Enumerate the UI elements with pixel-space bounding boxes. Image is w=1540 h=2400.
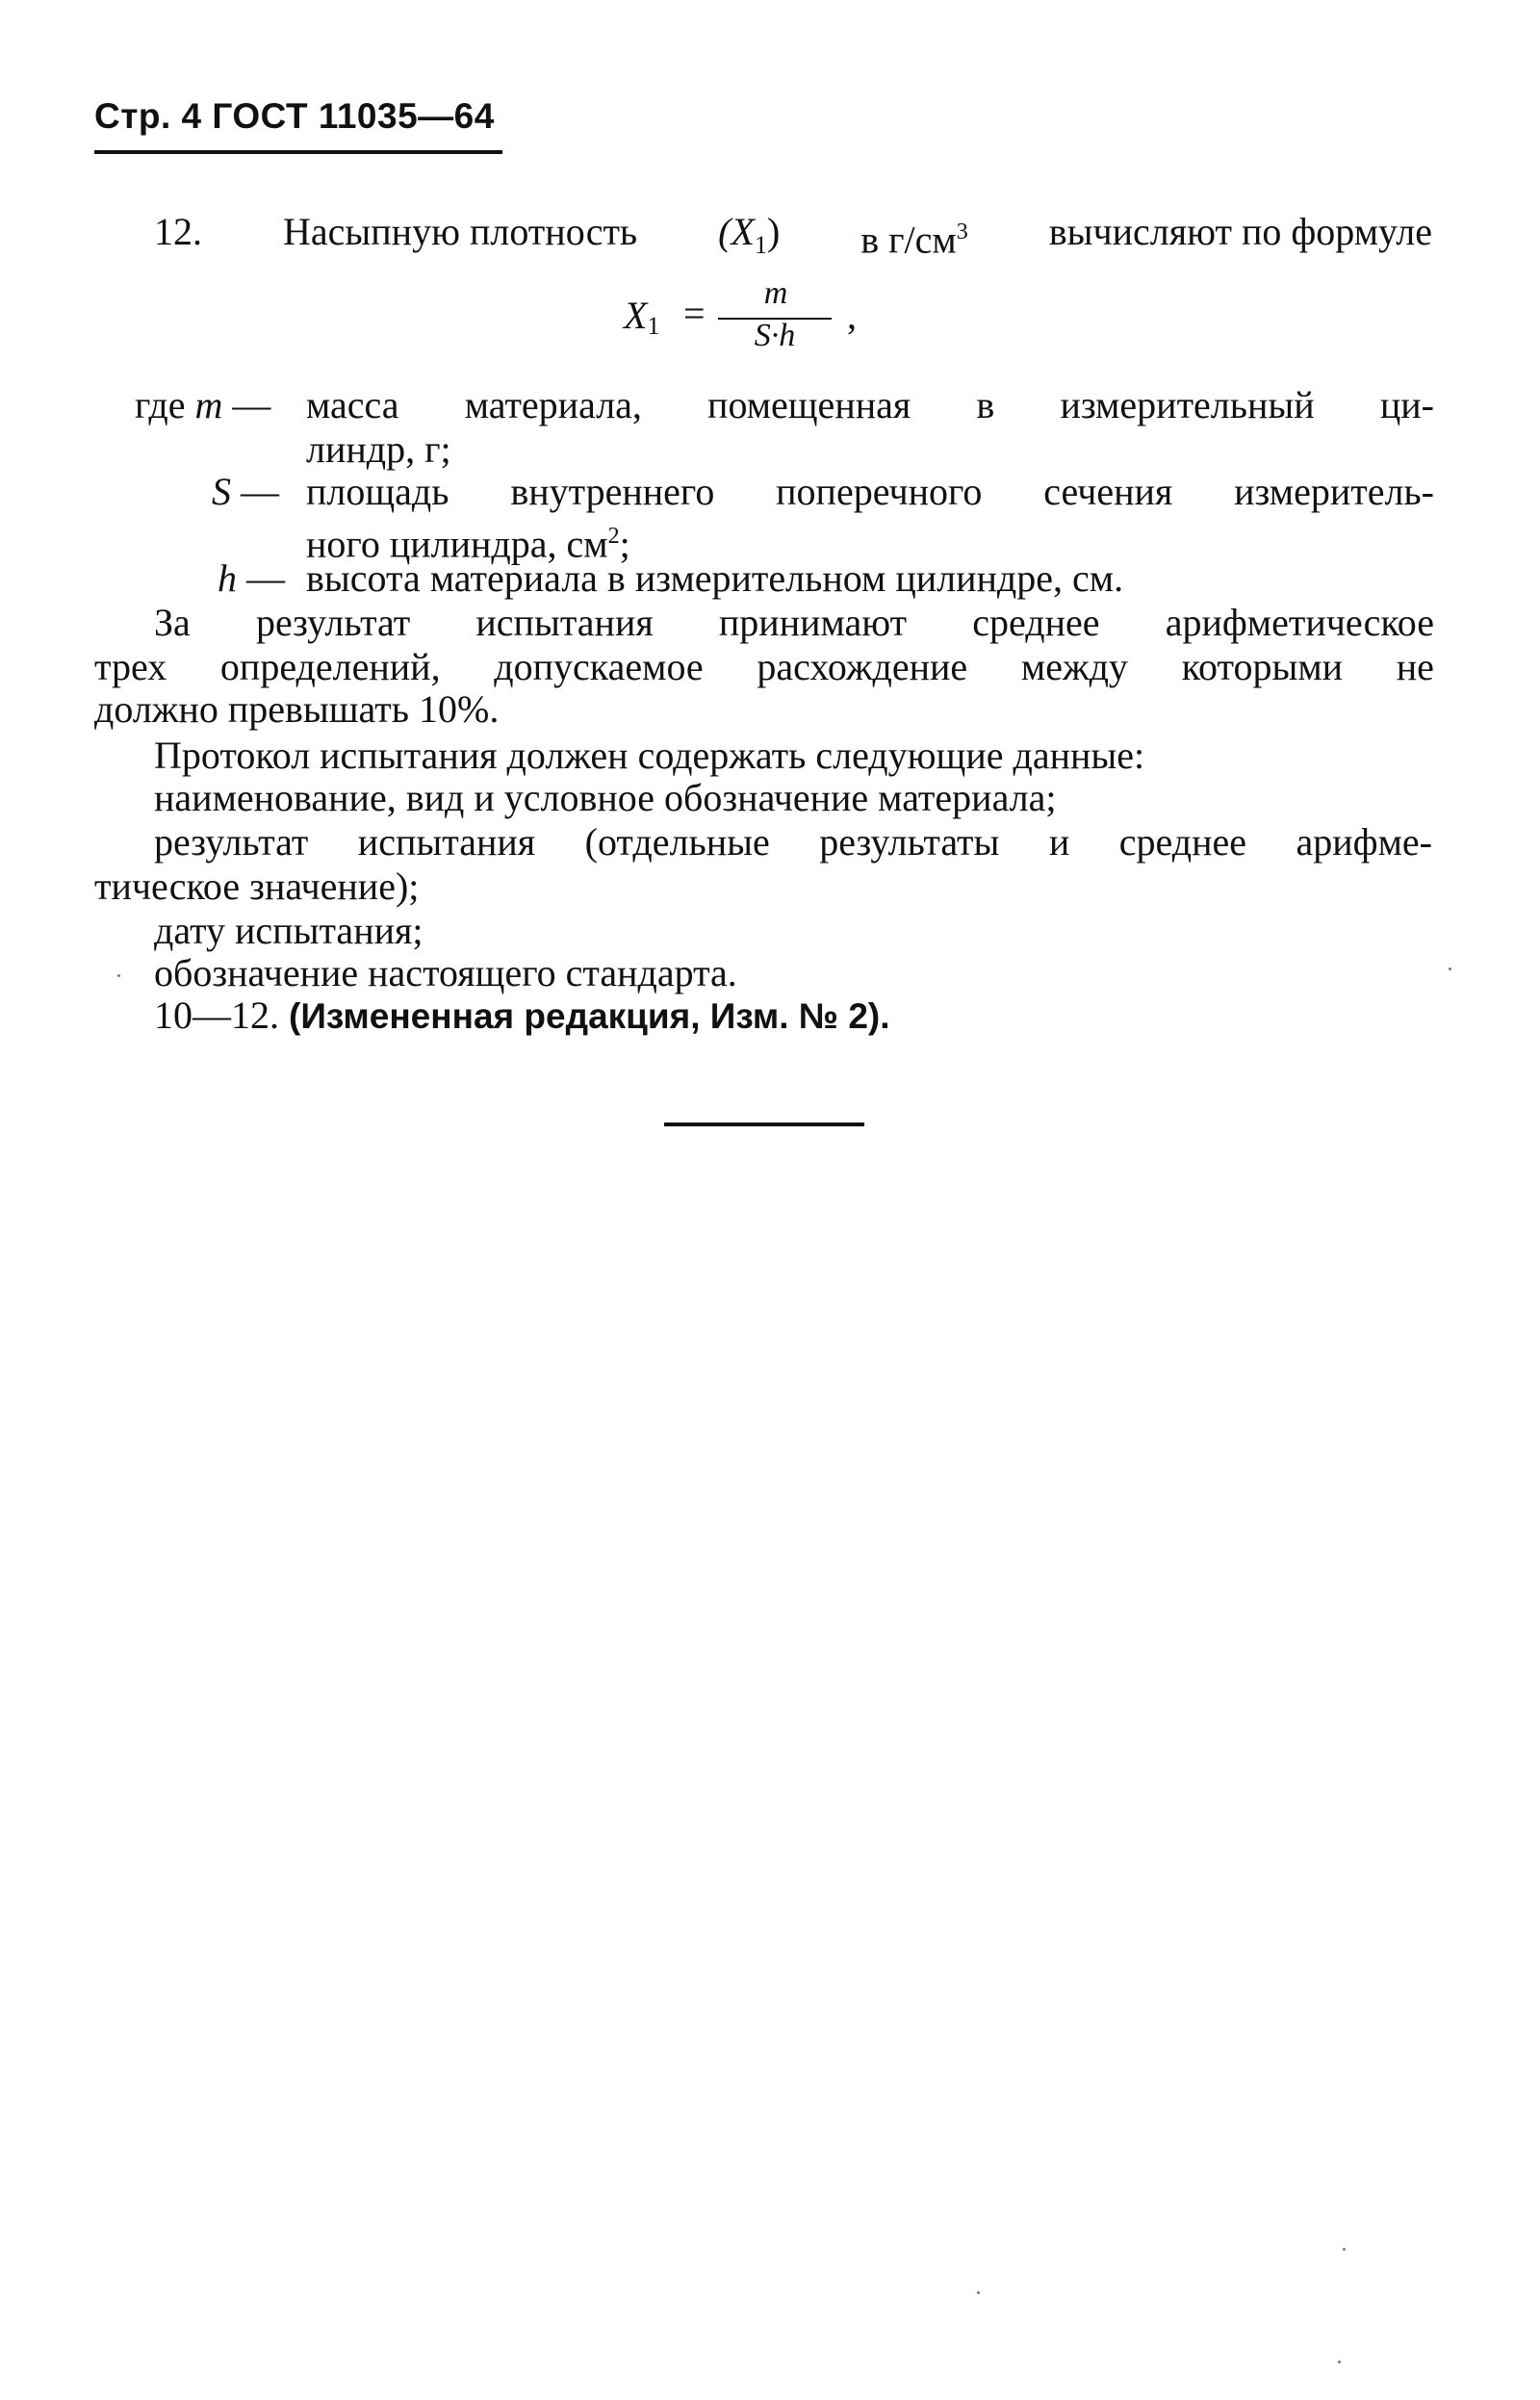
result-line1: За результат испытания принимают среднее арифметическое: [154, 601, 1434, 644]
formula-equals: =: [683, 292, 706, 335]
para-text-after: вычисляют по формуле: [1048, 210, 1432, 253]
where-h-line: высота материала в измерительном цилиндре, см.: [306, 556, 1124, 600]
header-rule: [94, 150, 502, 154]
standard-number: ГОСТ 11035—64: [212, 96, 495, 136]
where-m-label: где m —: [135, 383, 271, 426]
where-s-line2: ного цилиндра, $см^2$;: [306, 522, 630, 566]
protocol-line4: тическое значение);: [94, 865, 420, 908]
result-line3: должно превышать 10%.: [94, 687, 500, 731]
protocol-line1: Протокол испытания должен содержать следующие данные:: [154, 734, 1145, 777]
page-header: [94, 96, 495, 137]
para-number: 12.: [154, 210, 202, 253]
formula-numerator: m: [763, 275, 788, 311]
amendment-note: [154, 994, 890, 1039]
para-variable: $(X_1)$: [718, 210, 781, 259]
protocol-line5: дату испытания;: [154, 909, 424, 952]
result-line2: трех определений, допускаемое расхождение между которыми не: [94, 645, 1434, 688]
para-units: в $г/см^3$: [860, 218, 968, 262]
scan-speck: [117, 974, 120, 977]
page-label: Стр. 4: [94, 96, 202, 136]
density-formula: [624, 275, 874, 368]
amendment-text: (Измененная редакция, Изм. № 2).: [289, 996, 890, 1036]
para-12-line: [154, 210, 1432, 268]
where-s-line1: площадь внутреннего поперечного сечения измеритель-: [306, 470, 1434, 513]
formula-lhs: $X_1$: [624, 294, 660, 340]
end-rule: [664, 1123, 864, 1126]
where-s-label: S —: [212, 470, 279, 513]
formula-comma: ,: [847, 294, 857, 337]
scan-speck: [1338, 2361, 1341, 2363]
amendment-range: 10—12.: [154, 994, 279, 1037]
scan-speck: [1343, 2248, 1346, 2251]
formula-denominator: S·h: [754, 318, 796, 353]
protocol-line6: обозначение настоящего стандарта.: [154, 951, 737, 994]
scan-speck: [1449, 968, 1451, 970]
where-h-label: h —: [218, 556, 285, 600]
protocol-line3: результат испытания (отдельные результаты и среднее арифме-: [154, 820, 1432, 864]
protocol-line2: наименование, вид и условное обозначение материала;: [154, 776, 1057, 819]
where-m-line2: линдр, г;: [306, 427, 451, 471]
para-text-before: Насыпную плотность: [283, 210, 638, 253]
where-m-line1: масса материала, помещенная в измерительный ци-: [306, 383, 1434, 426]
scan-speck: [977, 2291, 980, 2294]
